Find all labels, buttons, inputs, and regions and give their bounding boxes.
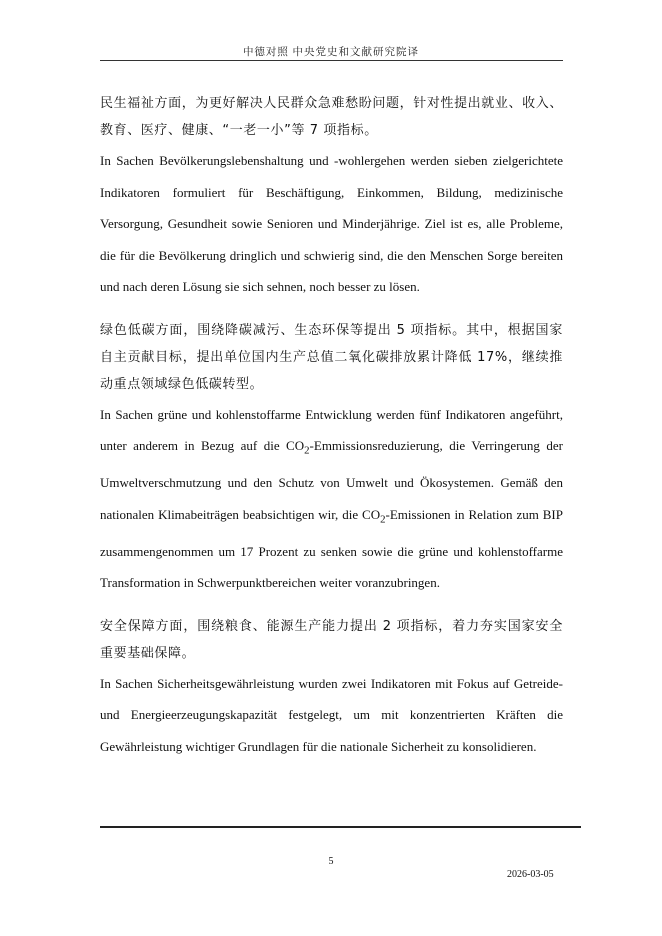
- german-text: -Emmissionsreduzierung, die Verringerung der Umweltverschmutzung und den Schutz von Umwelt und Ökosystemen. Gemäß den nationalen Klimabeiträgen beabsichtigen wir, die CO: [100, 438, 563, 522]
- german-text: In Sachen Bevölkerungslebenshaltung und -wohlergehen werden sieben zielgerichtete Indikatoren formuliert für Beschäftigung, Einkommen, Bildung, medizinische Versorgung, Gesundheit sowie Senioren und Minderjährige. Ziel ist es, alle Probleme, die für die Bevölkerung dringlich und schwierig sind, die den Menschen Sorge bereiten und nach deren Lösung sie sich sehnen, noch besser zu lösen.: [100, 153, 563, 294]
- subscript: 2: [380, 513, 386, 526]
- german-paragraph: [100, 145, 563, 303]
- page-number: 5: [328, 856, 334, 867]
- footer-divider: [100, 826, 581, 828]
- section-green-low-carbon: [100, 317, 563, 599]
- header-divider: [100, 60, 563, 61]
- chinese-paragraph: 安全保障方面，围绕粮食、能源生产能力提出 2 项指标，着力夯实国家安全重要基础保障。: [100, 618, 563, 661]
- running-header: 中德对照 中央党史和文献研究院译: [242, 47, 420, 58]
- document-date: 2026-03-05: [507, 869, 554, 880]
- german-text: In Sachen grüne und kohlenstoffarme Entwicklung werden fünf Indikatoren angeführt, unter anderem in Bezug auf die CO: [100, 406, 563, 453]
- german-paragraph: [100, 668, 563, 763]
- chinese-paragraph: 民生福祉方面，为更好解决人民群众急难愁盼问题，针对性提出就业、收入、教育、医疗、健康、“一老一小”等 7 项指标。: [100, 96, 563, 138]
- german-paragraph: [100, 399, 563, 599]
- german-text: -Emissionen in Relation zum BIP zusammengenommen um 17 Prozent zu senken sowie die grüne und kohlenstoffarme Transformation in Schwerpunktbereichen weiter voranzubringen.: [100, 506, 563, 591]
- subscript: 2: [304, 444, 310, 457]
- document-body: [100, 90, 563, 762]
- chinese-paragraph: 绿色低碳方面，围绕降碳减污、生态环保等提出 5 项指标。其中，根据国家自主贡献目标，提出单位国内生产总值二氧化碳排放累计降低 17%，继续推动重点领域绿色低碳转型。: [100, 322, 563, 392]
- section-security: [100, 613, 563, 763]
- german-text: In Sachen Sicherheitsgewährleistung wurden zwei Indikatoren mit Fokus auf Getreide- und Energieerzeugungskapazität festgelegt, um mit konzentrierten Kräften die Gewährleistung wichtiger Grundlagen für die nationale Sicherheit zu konsolidieren.: [100, 675, 563, 754]
- section-livelihood: [100, 90, 563, 303]
